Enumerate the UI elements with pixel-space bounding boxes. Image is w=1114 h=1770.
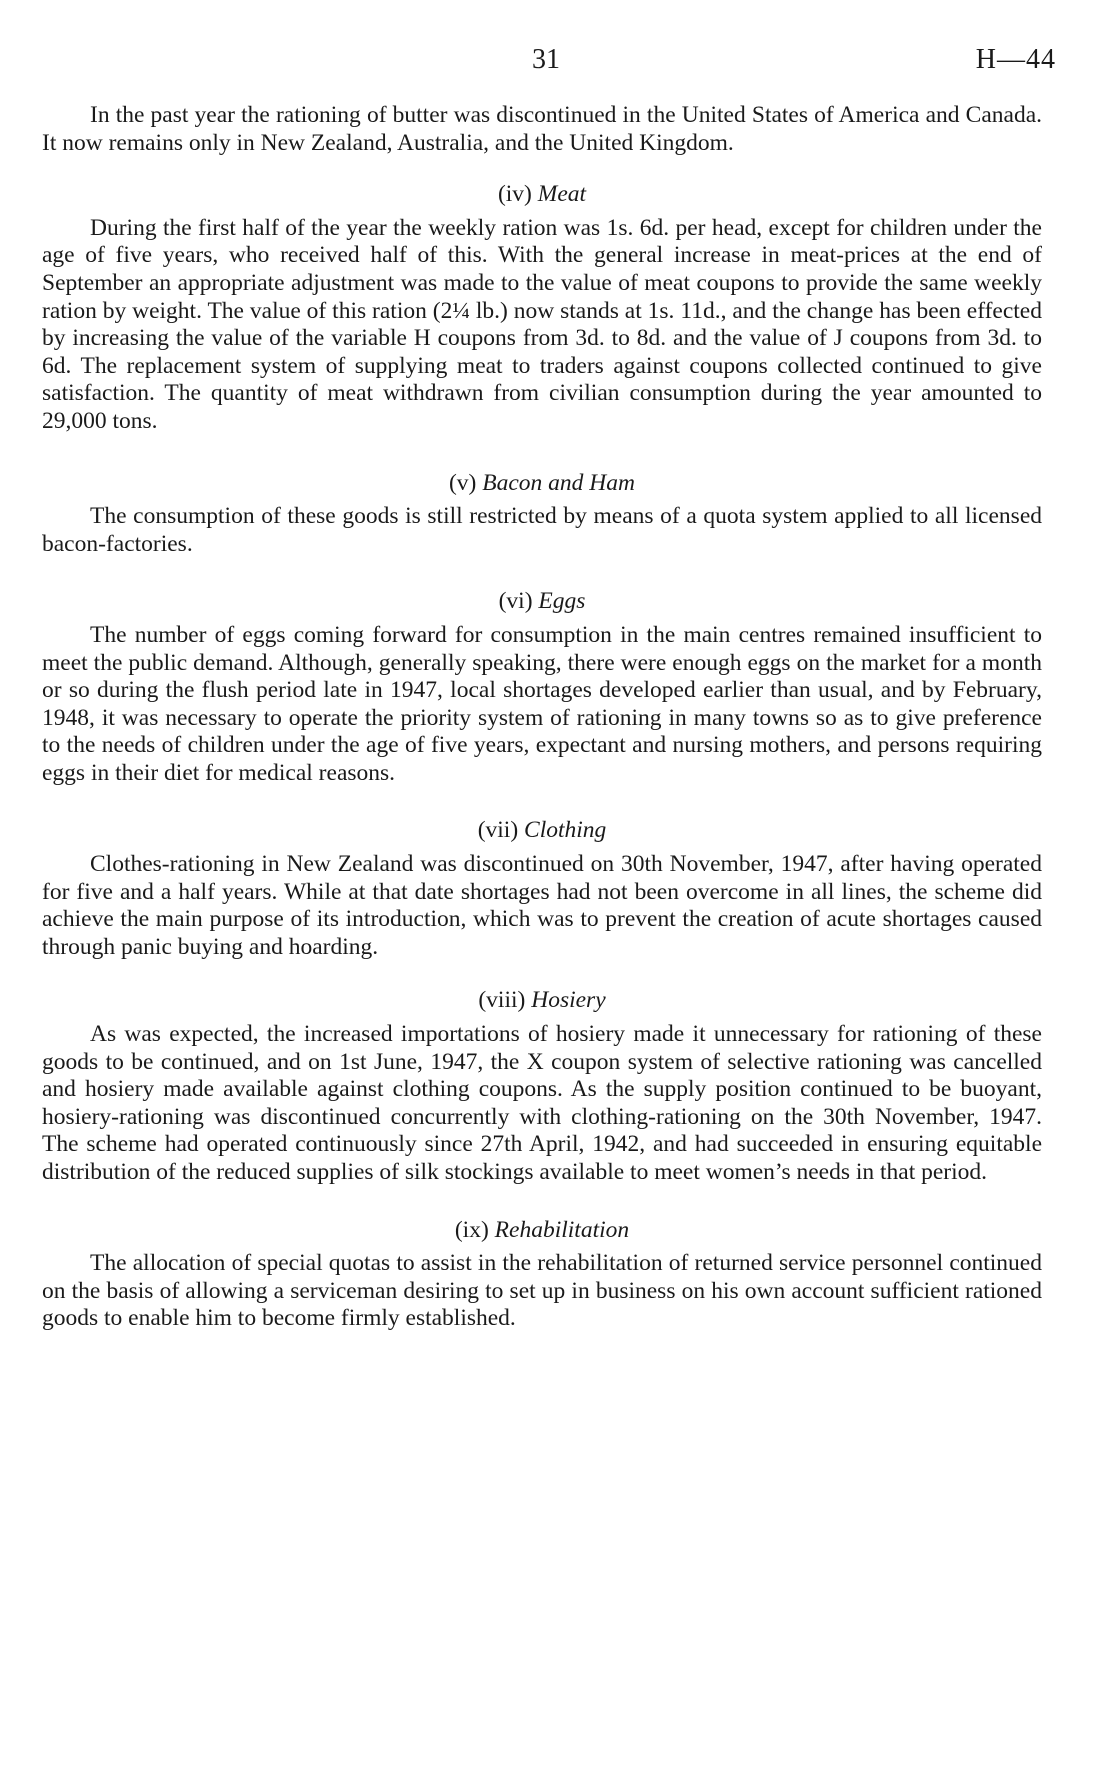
section-number: (v) xyxy=(448,469,477,496)
section-heading-clothing xyxy=(42,817,1042,845)
section-paragraph-clothing: Clothes-rationing in New Zealand was discontinued on 30th November, 1947, after having operated for five and a half years. While at that date shortages had not been overcome in all lines, the scheme did achieve the main purpose of its introduction, which was to prevent the creation of acute shortages caused through panic buying and hoarding. xyxy=(42,851,1042,960)
section-title: Eggs xyxy=(538,588,586,615)
section-paragraph-eggs: The number of eggs coming forward for consumption in the main centres remained insufficient to meet the public demand. Although, generally speaking, there were enough eggs on the market for a month or so during the flush period late in 1947, local shortages developed earlier than usual, and by February, 1948, it was necessary to operate the priority system of rationing in many towns so as to give preference to the needs of children under the age of five years, expectant and nursing mothers, and persons requiring eggs in their diet for medical reasons. xyxy=(42,621,1042,786)
section-title: Bacon and Ham xyxy=(482,469,635,496)
section-title: Rehabilitation xyxy=(494,1216,630,1243)
section-number: (viii) xyxy=(478,987,526,1014)
section-number: (iv) xyxy=(497,181,532,208)
page-number: 31 xyxy=(532,44,560,75)
section-heading-eggs xyxy=(42,588,1042,616)
section-number: (ix) xyxy=(454,1216,489,1243)
section-title: Meat xyxy=(537,181,587,208)
document-code: H—44 xyxy=(975,44,1056,75)
body-text xyxy=(42,102,1042,1333)
section-heading-meat xyxy=(42,181,1042,209)
section-title: Clothing xyxy=(524,817,607,844)
section-number: (vi) xyxy=(498,588,533,615)
section-heading-hosiery xyxy=(42,987,1042,1015)
section-paragraph-bacon-and-ham: The consumption of these goods is still restricted by means of a quota system applied to all licensed bacon-factories. xyxy=(42,503,1042,557)
section-heading-bacon-and-ham xyxy=(42,470,1042,498)
section-number: (vii) xyxy=(477,817,519,844)
section-paragraph-hosiery: As was expected, the increased importations of hosiery made it unnecessary for rationing of these goods to be continued, and on 1st June, 1947, the X coupon system of selective rationing was cancelled and hosiery made available against clothing coupons. As the supply position continued to be buoyant, hosiery-rationing was discontinued concurrently with clothing-rationing on the 30th November, 1947. The scheme had operated continuously since 27th April, 1942, and had succeeded in ensuring equitable distribution of the reduced supplies of silk stockings available to meet women’s needs in that period. xyxy=(42,1021,1042,1185)
section-title: Hosiery xyxy=(531,987,606,1014)
section-paragraph-meat: During the first half of the year the weekly ration was 1s. 6d. per head, except for children under the age of five years, who received half of this. With the general increase in meat-prices at the end of September an appropriate adjustment was made to the value of meat coupons to provide the same weekly ration by weight. The value of this ration (2¼ lb.) now stands at 1s. 11d., and the change has been effected by increasing the value of the variable H coupons from 3d. to 8d. and the value of J coupons from 3d. to 6d. The replacement system of supplying meat to traders against coupons collected continued to give satisfaction. The quantity of meat withdrawn from civilian consumption during the year amounted to 29,000 tons. xyxy=(42,214,1042,434)
section-paragraph-rehabilitation: The allocation of special quotas to assist in the rehabilitation of returned service personnel continued on the basis of allowing a serviceman desiring to set up in business on his own account sufficient rationed goods to enable him to become firmly established. xyxy=(42,1250,1042,1332)
intro-paragraph: In the past year the rationing of butter was discontinued in the United States of America and Canada. It now remains only in New Zealand, Australia, and the United Kingdom. xyxy=(42,102,1042,156)
section-heading-rehabilitation xyxy=(42,1217,1042,1245)
page-header xyxy=(0,44,1114,84)
